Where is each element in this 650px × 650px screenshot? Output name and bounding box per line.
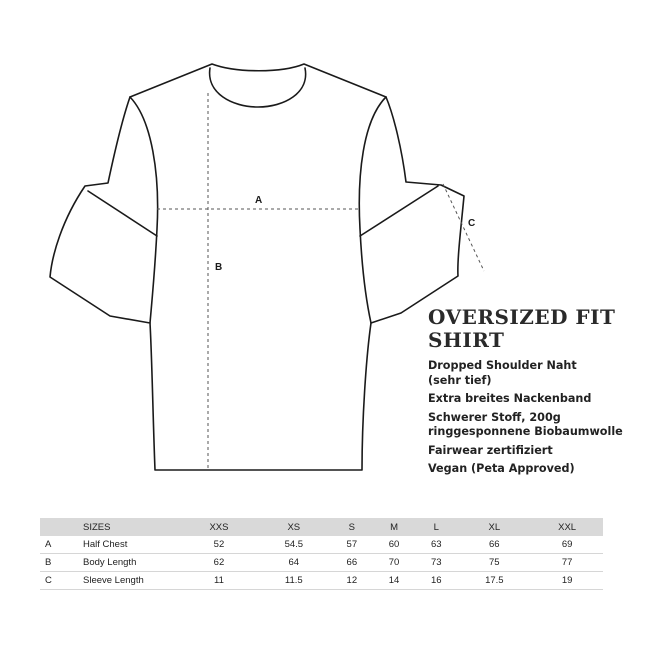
value-cell: 66 — [331, 554, 373, 572]
value-cell: 77 — [531, 554, 603, 572]
value-cell: 73 — [415, 554, 457, 572]
row-measure-name: Body Length — [83, 554, 181, 572]
table-row — [40, 572, 603, 590]
size-table — [40, 518, 603, 590]
left-armhole-seam — [130, 97, 158, 323]
value-cell: 19 — [531, 572, 603, 590]
size-header-cell: L — [415, 518, 457, 536]
label-b: B — [215, 262, 223, 273]
row-measure-name: Half Chest — [83, 536, 181, 554]
value-cell: 66 — [457, 536, 531, 554]
value-cell: 63 — [415, 536, 457, 554]
value-cell: 69 — [531, 536, 603, 554]
product-title-line: SHIRT — [428, 328, 505, 352]
feature-text: (sehr tief) — [428, 373, 492, 387]
value-cell: 64 — [257, 554, 331, 572]
feature-text: Schwerer Stoff, 200g — [428, 410, 561, 424]
value-cell: 16 — [415, 572, 457, 590]
value-cell: 12 — [331, 572, 373, 590]
shirt-outline — [50, 64, 464, 470]
value-cell: 70 — [373, 554, 415, 572]
feature-text: Extra breites Nackenband — [428, 392, 592, 405]
feature-text: ringgesponnene Biobaumwolle — [428, 425, 623, 438]
value-cell: 62 — [181, 554, 257, 572]
feature-item — [428, 411, 643, 440]
value-cell: 54.5 — [257, 536, 331, 554]
header-sizes-label: SIZES — [83, 518, 181, 536]
size-header-cell: XXL — [531, 518, 603, 536]
value-cell: 57 — [331, 536, 373, 554]
product-title — [428, 306, 615, 352]
feature-item — [428, 359, 643, 388]
header-letter-cell — [40, 518, 83, 536]
size-header-cell: XXS — [181, 518, 257, 536]
product-title-line: OVERSIZED FIT — [428, 305, 616, 329]
label-c: C — [468, 218, 476, 229]
feature-text: Fairwear zertifiziert — [428, 443, 553, 457]
feature-text: Dropped Shoulder Naht — [428, 359, 577, 372]
row-letter: A — [40, 536, 83, 554]
table-row — [40, 536, 603, 554]
size-header-cell: S — [331, 518, 373, 536]
value-cell: 14 — [373, 572, 415, 590]
right-sleeve-seam — [360, 186, 438, 236]
value-cell: 60 — [373, 536, 415, 554]
table-row — [40, 554, 603, 572]
feature-text: Vegan (Peta Approved) — [428, 462, 575, 475]
size-header-cell: XL — [457, 518, 531, 536]
feature-item — [428, 392, 643, 407]
value-cell: 17.5 — [457, 572, 531, 590]
value-cell: 75 — [457, 554, 531, 572]
size-header-cell: XS — [257, 518, 331, 536]
row-letter: C — [40, 572, 83, 590]
label-a: A — [255, 195, 263, 206]
row-measure-name: Sleeve Length — [83, 572, 181, 590]
value-cell: 11 — [181, 572, 257, 590]
value-cell: 52 — [181, 536, 257, 554]
size-table-header-row — [40, 518, 603, 536]
left-sleeve-seam — [88, 191, 157, 236]
collar-inner-line — [210, 68, 306, 107]
right-armhole-seam — [359, 97, 386, 323]
size-header-cell: M — [373, 518, 415, 536]
feature-item — [428, 444, 643, 459]
feature-item — [428, 462, 643, 477]
feature-list — [428, 359, 643, 481]
value-cell: 11.5 — [257, 572, 331, 590]
row-letter: B — [40, 554, 83, 572]
